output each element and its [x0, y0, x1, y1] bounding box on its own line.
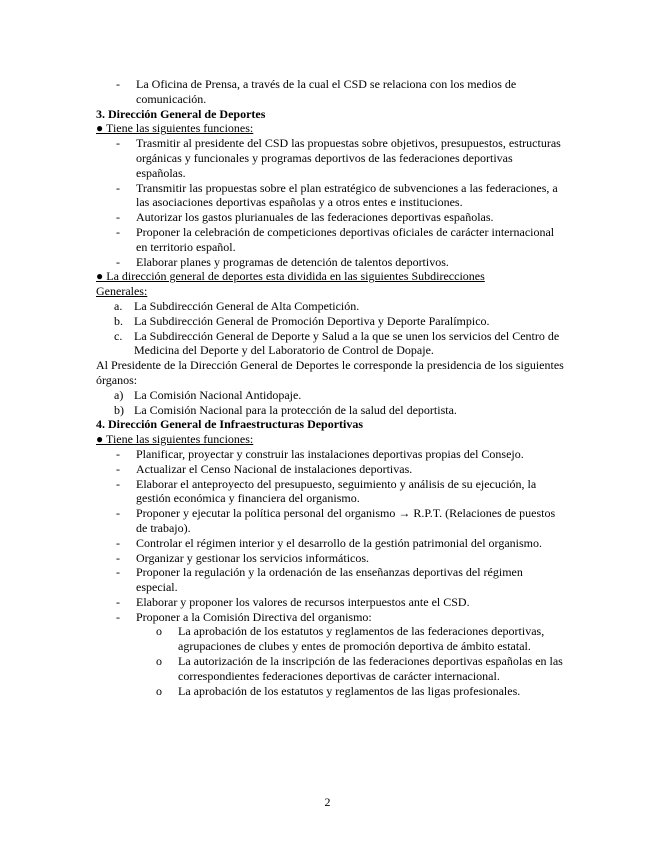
list-item	[96, 565, 564, 595]
list-marker: -	[116, 254, 120, 269]
list-marker: -	[116, 210, 120, 225]
list-text: Proponer a la Comisión Directiva del organismo:	[136, 609, 372, 624]
list-text: Controlar el régimen interior y el desarrollo de la gestión patrimonial del organismo.	[136, 535, 543, 550]
list-item	[96, 77, 564, 107]
list-marker: -	[116, 461, 120, 476]
list-marker: -	[116, 77, 120, 91]
list-marker: b)	[114, 402, 124, 417]
list-marker: a)	[114, 387, 124, 402]
list-text: Elaborar y proponer los valores de recursos interpuestos ante el CSD.	[136, 594, 470, 609]
section-heading: 3. Dirección General de Deportes	[96, 106, 266, 121]
list-text: La Comisión Nacional para la protección de la salud del deportista.	[134, 402, 457, 417]
list-marker: a.	[114, 298, 123, 313]
section-heading: 4. Dirección General de Infraestructuras Deportivas	[96, 417, 364, 432]
list-text: Proponer la regulación y la ordenación de las enseñanzas deportivas del régimen especial.	[136, 565, 523, 595]
list-item	[96, 506, 564, 536]
list-text: La aprobación de los estatutos y reglamentos de las federaciones deportivas, agrupaciones de clubes y entes de promoción deportiva de ámbito estatal.	[178, 624, 545, 654]
list-item	[96, 447, 564, 462]
list-item	[96, 210, 564, 225]
list-item	[96, 551, 564, 566]
list-marker: -	[116, 136, 120, 151]
list-marker: -	[116, 506, 120, 521]
list-item	[96, 136, 564, 180]
list-item	[96, 536, 564, 551]
list-item	[96, 462, 564, 477]
list-marker: -	[116, 535, 120, 550]
list-marker: -	[116, 180, 120, 195]
list-text: Planificar, proyectar y construir las instalaciones deportivas propias del Consejo.	[136, 446, 524, 461]
list-marker: o	[156, 654, 162, 669]
list-item	[96, 314, 564, 329]
list-item	[96, 299, 564, 314]
document-page	[96, 77, 564, 698]
sub-list-item	[96, 654, 564, 684]
list-text: La Oficina de Prensa, a través de la cual el CSD se relaciona con los medios de comunicación.	[136, 77, 517, 106]
list-text: La Subdirección General de Alta Competición.	[134, 298, 360, 313]
list-text: Actualizar el Censo Nacional de instalaciones deportivas.	[136, 461, 413, 476]
list-text: Elaborar planes y programas de detención de talentos deportivos.	[136, 254, 449, 269]
list-marker: b.	[114, 313, 123, 328]
list-text: Proponer la celebración de competiciones deportivas oficiales de carácter internacional en territorio español.	[136, 224, 555, 254]
list-marker: -	[116, 476, 120, 491]
list-marker: -	[116, 550, 120, 565]
president-paragraph: Al Presidente de la Dirección General de Deportes le corresponde la presidencia de los siguientes órganos:	[96, 358, 564, 387]
list-marker: -	[116, 446, 120, 461]
list-text: Autorizar los gastos plurianuales de las federaciones deportivas españolas.	[136, 210, 494, 225]
list-item	[96, 255, 564, 270]
list-marker: -	[116, 609, 120, 624]
subdirections-label: ● La dirección general de deportes esta dividida en las siguientes Subdirecciones	[96, 269, 485, 284]
list-marker: -	[116, 224, 120, 239]
functions-label: ● Tiene las siguientes funciones:	[96, 121, 254, 136]
sub-list-item	[96, 624, 564, 654]
list-item	[96, 610, 564, 625]
list-text: Proponer y ejecutar la política personal del organismo → R.P.T. (Relaciones de puestos de trabajo).	[136, 506, 556, 535]
list-item	[96, 388, 564, 403]
list-text: Trasmitir al presidente del CSD las propuestas sobre objetivos, presupuestos, estructuras orgánicas y funcionales y programas deportivos de las federaciones deportivas españolas.	[136, 136, 561, 180]
list-text: La Comisión Nacional Antidopaje.	[134, 387, 302, 402]
list-text: La aprobación de los estatutos y reglamentos de las ligas profesionales.	[178, 683, 521, 698]
sub-list-item	[96, 684, 564, 699]
list-item	[96, 403, 564, 418]
list-item	[96, 595, 564, 610]
list-text: Organizar y gestionar los servicios informáticos.	[136, 550, 370, 565]
page-number: 2	[324, 795, 331, 809]
list-item	[96, 181, 564, 211]
list-marker: o	[156, 683, 162, 698]
list-text: La Subdirección General de Promoción Deportiva y Deporte Paralímpico.	[134, 313, 490, 328]
list-text: La autorización de la inscripción de las federaciones deportivas españolas en las correspondientes federaciones deportivas de carácter internacional.	[178, 654, 563, 683]
list-marker: c.	[114, 328, 123, 343]
list-text: Transmitir las propuestas sobre el plan estratégico de subvenciones a las federaciones, a las asociaciones deportivas españolas y a otros entes e instituciones.	[136, 180, 558, 210]
list-marker: -	[116, 565, 120, 580]
functions-label: ● Tiene las siguientes funciones:	[96, 432, 254, 447]
list-marker: o	[156, 624, 162, 639]
list-text: Elaborar el anteproyecto del presupuesto, seguimiento y análisis de su ejecución, la gestión económica y financiera del organismo.	[136, 476, 537, 506]
list-marker: -	[116, 594, 120, 609]
list-item	[96, 225, 564, 255]
subdirections-label-cont: Generales:	[96, 284, 148, 299]
list-item	[96, 329, 564, 359]
list-item	[96, 477, 564, 507]
list-text: La Subdirección General de Deporte y Salud a la que se unen los servicios del Centro de Medicina del Deporte y del Laboratorio de Control de Dopaje.	[134, 328, 560, 358]
